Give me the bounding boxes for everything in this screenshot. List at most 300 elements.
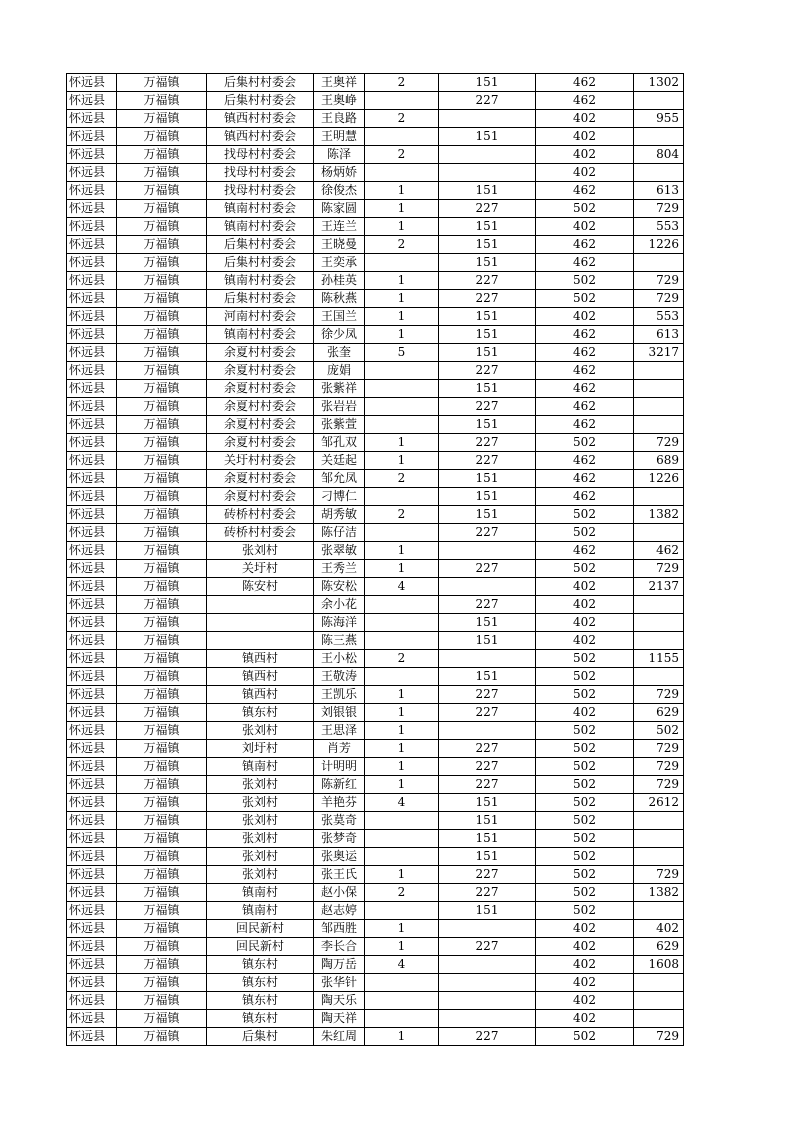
amount-b-cell: 502 bbox=[536, 434, 634, 452]
county-cell: 怀远县 bbox=[67, 1028, 117, 1046]
county-cell: 怀远县 bbox=[67, 290, 117, 308]
total-cell: 553 bbox=[634, 308, 684, 326]
town-cell: 万福镇 bbox=[117, 344, 207, 362]
name-cell: 陈家圆 bbox=[314, 200, 365, 218]
village-cell: 镇南村 bbox=[207, 902, 314, 920]
amount-b-cell: 402 bbox=[536, 938, 634, 956]
amount-b-cell: 502 bbox=[536, 758, 634, 776]
total-cell: 729 bbox=[634, 758, 684, 776]
table-row bbox=[67, 650, 684, 668]
amount-b-cell: 502 bbox=[536, 524, 634, 542]
count-cell: 1 bbox=[365, 776, 439, 794]
name-cell: 余小花 bbox=[314, 596, 365, 614]
count-cell: 1 bbox=[365, 308, 439, 326]
total-cell: 1302 bbox=[634, 74, 684, 92]
amount-a-cell: 151 bbox=[439, 380, 536, 398]
amount-b-cell: 402 bbox=[536, 704, 634, 722]
count-cell bbox=[365, 596, 439, 614]
village-cell: 张刘村 bbox=[207, 848, 314, 866]
total-cell: 2612 bbox=[634, 794, 684, 812]
town-cell: 万福镇 bbox=[117, 506, 207, 524]
name-cell: 张岩岩 bbox=[314, 398, 365, 416]
county-cell: 怀远县 bbox=[67, 632, 117, 650]
count-cell: 1 bbox=[365, 182, 439, 200]
town-cell: 万福镇 bbox=[117, 866, 207, 884]
total-cell: 3217 bbox=[634, 344, 684, 362]
amount-b-cell: 462 bbox=[536, 326, 634, 344]
name-cell: 张翠敏 bbox=[314, 542, 365, 560]
table-row bbox=[67, 326, 684, 344]
table-row bbox=[67, 992, 684, 1010]
county-cell: 怀远县 bbox=[67, 974, 117, 992]
town-cell: 万福镇 bbox=[117, 812, 207, 830]
table-row bbox=[67, 668, 684, 686]
county-cell: 怀远县 bbox=[67, 740, 117, 758]
table-row bbox=[67, 416, 684, 434]
village-cell: 镇西村 bbox=[207, 668, 314, 686]
village-cell: 镇东村 bbox=[207, 1010, 314, 1028]
table-row bbox=[67, 866, 684, 884]
name-cell: 羊艳芬 bbox=[314, 794, 365, 812]
table-row bbox=[67, 92, 684, 110]
village-cell: 镇东村 bbox=[207, 974, 314, 992]
town-cell: 万福镇 bbox=[117, 704, 207, 722]
county-cell: 怀远县 bbox=[67, 416, 117, 434]
amount-b-cell: 502 bbox=[536, 812, 634, 830]
name-cell: 陈三燕 bbox=[314, 632, 365, 650]
table-row bbox=[67, 524, 684, 542]
total-cell: 1226 bbox=[634, 236, 684, 254]
village-cell: 张刘村 bbox=[207, 776, 314, 794]
count-cell: 1 bbox=[365, 434, 439, 452]
name-cell: 王小松 bbox=[314, 650, 365, 668]
county-cell: 怀远县 bbox=[67, 884, 117, 902]
town-cell: 万福镇 bbox=[117, 380, 207, 398]
county-cell: 怀远县 bbox=[67, 956, 117, 974]
amount-b-cell: 502 bbox=[536, 668, 634, 686]
amount-b-cell: 502 bbox=[536, 1028, 634, 1046]
total-cell: 729 bbox=[634, 740, 684, 758]
amount-b-cell: 502 bbox=[536, 830, 634, 848]
amount-a-cell bbox=[439, 974, 536, 992]
count-cell bbox=[365, 362, 439, 380]
amount-a-cell: 151 bbox=[439, 182, 536, 200]
name-cell: 陈秋燕 bbox=[314, 290, 365, 308]
total-cell: 729 bbox=[634, 776, 684, 794]
county-cell: 怀远县 bbox=[67, 650, 117, 668]
town-cell: 万福镇 bbox=[117, 974, 207, 992]
amount-a-cell: 227 bbox=[439, 434, 536, 452]
name-cell: 王晓曼 bbox=[314, 236, 365, 254]
total-cell bbox=[634, 812, 684, 830]
village-cell bbox=[207, 632, 314, 650]
table-row bbox=[67, 776, 684, 794]
village-cell: 回民新村 bbox=[207, 920, 314, 938]
amount-a-cell: 151 bbox=[439, 830, 536, 848]
amount-b-cell: 462 bbox=[536, 416, 634, 434]
table-row bbox=[67, 290, 684, 308]
town-cell: 万福镇 bbox=[117, 272, 207, 290]
county-cell: 怀远县 bbox=[67, 218, 117, 236]
amount-a-cell: 151 bbox=[439, 236, 536, 254]
count-cell: 1 bbox=[365, 200, 439, 218]
county-cell: 怀远县 bbox=[67, 452, 117, 470]
total-cell: 729 bbox=[634, 200, 684, 218]
table-row bbox=[67, 506, 684, 524]
amount-a-cell: 151 bbox=[439, 632, 536, 650]
name-cell: 王凯乐 bbox=[314, 686, 365, 704]
amount-a-cell: 227 bbox=[439, 884, 536, 902]
village-cell: 余夏村村委会 bbox=[207, 344, 314, 362]
village-cell: 余夏村村委会 bbox=[207, 398, 314, 416]
village-cell bbox=[207, 596, 314, 614]
county-cell: 怀远县 bbox=[67, 812, 117, 830]
town-cell: 万福镇 bbox=[117, 902, 207, 920]
total-cell bbox=[634, 830, 684, 848]
total-cell: 729 bbox=[634, 560, 684, 578]
amount-a-cell: 227 bbox=[439, 92, 536, 110]
count-cell bbox=[365, 398, 439, 416]
town-cell: 万福镇 bbox=[117, 146, 207, 164]
town-cell: 万福镇 bbox=[117, 596, 207, 614]
total-cell: 2137 bbox=[634, 578, 684, 596]
county-cell: 怀远县 bbox=[67, 920, 117, 938]
count-cell bbox=[365, 524, 439, 542]
village-cell: 后集村村委会 bbox=[207, 236, 314, 254]
county-cell: 怀远县 bbox=[67, 74, 117, 92]
household-data-table bbox=[66, 73, 684, 1046]
town-cell: 万福镇 bbox=[117, 650, 207, 668]
county-cell: 怀远县 bbox=[67, 704, 117, 722]
table-row bbox=[67, 488, 684, 506]
county-cell: 怀远县 bbox=[67, 758, 117, 776]
table-row bbox=[67, 308, 684, 326]
county-cell: 怀远县 bbox=[67, 434, 117, 452]
village-cell: 张刘村 bbox=[207, 830, 314, 848]
total-cell bbox=[634, 902, 684, 920]
county-cell: 怀远县 bbox=[67, 578, 117, 596]
name-cell: 关廷起 bbox=[314, 452, 365, 470]
name-cell: 赵志婷 bbox=[314, 902, 365, 920]
name-cell: 陈泽 bbox=[314, 146, 365, 164]
total-cell bbox=[634, 848, 684, 866]
amount-b-cell: 462 bbox=[536, 344, 634, 362]
name-cell: 王敬涛 bbox=[314, 668, 365, 686]
total-cell: 1226 bbox=[634, 470, 684, 488]
village-cell: 后集村村委会 bbox=[207, 92, 314, 110]
amount-a-cell: 227 bbox=[439, 758, 536, 776]
village-cell: 镇南村 bbox=[207, 758, 314, 776]
town-cell: 万福镇 bbox=[117, 668, 207, 686]
total-cell: 402 bbox=[634, 920, 684, 938]
total-cell: 1382 bbox=[634, 884, 684, 902]
count-cell bbox=[365, 164, 439, 182]
village-cell: 张刘村 bbox=[207, 722, 314, 740]
town-cell: 万福镇 bbox=[117, 848, 207, 866]
total-cell bbox=[634, 164, 684, 182]
amount-a-cell: 227 bbox=[439, 398, 536, 416]
table-row bbox=[67, 236, 684, 254]
amount-b-cell: 462 bbox=[536, 542, 634, 560]
village-cell: 刘圩村 bbox=[207, 740, 314, 758]
amount-b-cell: 502 bbox=[536, 650, 634, 668]
amount-b-cell: 502 bbox=[536, 560, 634, 578]
amount-b-cell: 402 bbox=[536, 596, 634, 614]
village-cell: 砖桥村村委会 bbox=[207, 506, 314, 524]
amount-b-cell: 402 bbox=[536, 110, 634, 128]
town-cell: 万福镇 bbox=[117, 920, 207, 938]
name-cell: 张奎 bbox=[314, 344, 365, 362]
count-cell: 1 bbox=[365, 542, 439, 560]
count-cell: 1 bbox=[365, 704, 439, 722]
county-cell: 怀远县 bbox=[67, 596, 117, 614]
total-cell: 629 bbox=[634, 938, 684, 956]
table-row bbox=[67, 956, 684, 974]
village-cell: 张刘村 bbox=[207, 542, 314, 560]
count-cell bbox=[365, 92, 439, 110]
amount-b-cell: 462 bbox=[536, 398, 634, 416]
amount-b-cell: 402 bbox=[536, 974, 634, 992]
town-cell: 万福镇 bbox=[117, 200, 207, 218]
name-cell: 张华针 bbox=[314, 974, 365, 992]
amount-b-cell: 502 bbox=[536, 722, 634, 740]
town-cell: 万福镇 bbox=[117, 956, 207, 974]
town-cell: 万福镇 bbox=[117, 884, 207, 902]
village-cell: 镇南村村委会 bbox=[207, 218, 314, 236]
amount-b-cell: 502 bbox=[536, 866, 634, 884]
village-cell: 镇东村 bbox=[207, 956, 314, 974]
amount-b-cell: 462 bbox=[536, 74, 634, 92]
name-cell: 张紫萱 bbox=[314, 416, 365, 434]
amount-b-cell: 402 bbox=[536, 308, 634, 326]
table-row bbox=[67, 884, 684, 902]
county-cell: 怀远县 bbox=[67, 614, 117, 632]
count-cell bbox=[365, 830, 439, 848]
table-row bbox=[67, 542, 684, 560]
count-cell bbox=[365, 380, 439, 398]
town-cell: 万福镇 bbox=[117, 452, 207, 470]
amount-a-cell: 227 bbox=[439, 452, 536, 470]
town-cell: 万福镇 bbox=[117, 488, 207, 506]
amount-a-cell bbox=[439, 956, 536, 974]
table-row bbox=[67, 254, 684, 272]
name-cell: 邹西胜 bbox=[314, 920, 365, 938]
town-cell: 万福镇 bbox=[117, 362, 207, 380]
village-cell: 镇南村村委会 bbox=[207, 200, 314, 218]
amount-b-cell: 502 bbox=[536, 794, 634, 812]
amount-a-cell: 227 bbox=[439, 200, 536, 218]
name-cell: 张梦奇 bbox=[314, 830, 365, 848]
village-cell: 关圩村 bbox=[207, 560, 314, 578]
amount-b-cell: 502 bbox=[536, 272, 634, 290]
county-cell: 怀远县 bbox=[67, 200, 117, 218]
total-cell bbox=[634, 488, 684, 506]
name-cell: 王良路 bbox=[314, 110, 365, 128]
total-cell: 729 bbox=[634, 272, 684, 290]
amount-a-cell: 227 bbox=[439, 596, 536, 614]
village-cell: 砖桥村村委会 bbox=[207, 524, 314, 542]
name-cell: 陈仔洁 bbox=[314, 524, 365, 542]
county-cell: 怀远县 bbox=[67, 794, 117, 812]
county-cell: 怀远县 bbox=[67, 146, 117, 164]
town-cell: 万福镇 bbox=[117, 614, 207, 632]
count-cell bbox=[365, 128, 439, 146]
table-row bbox=[67, 848, 684, 866]
name-cell: 王奕承 bbox=[314, 254, 365, 272]
count-cell: 1 bbox=[365, 938, 439, 956]
count-cell: 1 bbox=[365, 686, 439, 704]
village-cell: 找母村村委会 bbox=[207, 164, 314, 182]
total-cell: 502 bbox=[634, 722, 684, 740]
town-cell: 万福镇 bbox=[117, 722, 207, 740]
total-cell bbox=[634, 380, 684, 398]
county-cell: 怀远县 bbox=[67, 380, 117, 398]
table-row bbox=[67, 146, 684, 164]
amount-b-cell: 462 bbox=[536, 380, 634, 398]
name-cell: 陶万岳 bbox=[314, 956, 365, 974]
county-cell: 怀远县 bbox=[67, 308, 117, 326]
amount-a-cell: 151 bbox=[439, 794, 536, 812]
town-cell: 万福镇 bbox=[117, 398, 207, 416]
village-cell: 后集村村委会 bbox=[207, 254, 314, 272]
amount-a-cell: 151 bbox=[439, 488, 536, 506]
village-cell: 余夏村村委会 bbox=[207, 416, 314, 434]
table-row bbox=[67, 398, 684, 416]
total-cell: 613 bbox=[634, 326, 684, 344]
total-cell: 804 bbox=[634, 146, 684, 164]
name-cell: 刘银银 bbox=[314, 704, 365, 722]
count-cell bbox=[365, 416, 439, 434]
amount-b-cell: 462 bbox=[536, 470, 634, 488]
village-cell: 找母村村委会 bbox=[207, 182, 314, 200]
count-cell: 1 bbox=[365, 722, 439, 740]
village-cell: 镇西村 bbox=[207, 686, 314, 704]
name-cell: 王思泽 bbox=[314, 722, 365, 740]
town-cell: 万福镇 bbox=[117, 128, 207, 146]
total-cell bbox=[634, 614, 684, 632]
table-row bbox=[67, 614, 684, 632]
amount-a-cell: 151 bbox=[439, 344, 536, 362]
amount-a-cell bbox=[439, 146, 536, 164]
town-cell: 万福镇 bbox=[117, 74, 207, 92]
name-cell: 陈新红 bbox=[314, 776, 365, 794]
name-cell: 杨炳娇 bbox=[314, 164, 365, 182]
total-cell bbox=[634, 416, 684, 434]
count-cell: 1 bbox=[365, 272, 439, 290]
amount-a-cell: 227 bbox=[439, 686, 536, 704]
amount-a-cell: 151 bbox=[439, 416, 536, 434]
town-cell: 万福镇 bbox=[117, 578, 207, 596]
total-cell bbox=[634, 362, 684, 380]
county-cell: 怀远县 bbox=[67, 128, 117, 146]
table-row bbox=[67, 74, 684, 92]
table-row bbox=[67, 272, 684, 290]
amount-a-cell bbox=[439, 650, 536, 668]
table-row bbox=[67, 128, 684, 146]
town-cell: 万福镇 bbox=[117, 794, 207, 812]
count-cell: 2 bbox=[365, 146, 439, 164]
total-cell bbox=[634, 596, 684, 614]
count-cell bbox=[365, 632, 439, 650]
amount-a-cell: 151 bbox=[439, 812, 536, 830]
total-cell bbox=[634, 668, 684, 686]
village-cell: 回民新村 bbox=[207, 938, 314, 956]
amount-a-cell bbox=[439, 164, 536, 182]
village-cell: 后集村村委会 bbox=[207, 74, 314, 92]
count-cell: 1 bbox=[365, 1028, 439, 1046]
total-cell: 1155 bbox=[634, 650, 684, 668]
name-cell: 邹孔双 bbox=[314, 434, 365, 452]
name-cell: 陶天乐 bbox=[314, 992, 365, 1010]
town-cell: 万福镇 bbox=[117, 830, 207, 848]
amount-b-cell: 462 bbox=[536, 452, 634, 470]
total-cell bbox=[634, 632, 684, 650]
name-cell: 徐俊杰 bbox=[314, 182, 365, 200]
amount-a-cell: 151 bbox=[439, 308, 536, 326]
town-cell: 万福镇 bbox=[117, 1010, 207, 1028]
county-cell: 怀远县 bbox=[67, 92, 117, 110]
town-cell: 万福镇 bbox=[117, 308, 207, 326]
total-cell bbox=[634, 92, 684, 110]
total-cell: 553 bbox=[634, 218, 684, 236]
table-row bbox=[67, 164, 684, 182]
count-cell: 2 bbox=[365, 470, 439, 488]
table-row bbox=[67, 596, 684, 614]
amount-b-cell: 462 bbox=[536, 182, 634, 200]
count-cell: 1 bbox=[365, 326, 439, 344]
county-cell: 怀远县 bbox=[67, 524, 117, 542]
total-cell: 613 bbox=[634, 182, 684, 200]
town-cell: 万福镇 bbox=[117, 686, 207, 704]
table-row bbox=[67, 704, 684, 722]
town-cell: 万福镇 bbox=[117, 182, 207, 200]
table-row bbox=[67, 344, 684, 362]
town-cell: 万福镇 bbox=[117, 254, 207, 272]
count-cell: 4 bbox=[365, 578, 439, 596]
amount-b-cell: 462 bbox=[536, 488, 634, 506]
amount-b-cell: 502 bbox=[536, 902, 634, 920]
total-cell: 729 bbox=[634, 686, 684, 704]
total-cell: 1382 bbox=[634, 506, 684, 524]
amount-b-cell: 462 bbox=[536, 254, 634, 272]
town-cell: 万福镇 bbox=[117, 236, 207, 254]
amount-b-cell: 402 bbox=[536, 578, 634, 596]
name-cell: 庞娟 bbox=[314, 362, 365, 380]
count-cell: 1 bbox=[365, 290, 439, 308]
town-cell: 万福镇 bbox=[117, 92, 207, 110]
amount-b-cell: 462 bbox=[536, 236, 634, 254]
town-cell: 万福镇 bbox=[117, 416, 207, 434]
name-cell: 王明慧 bbox=[314, 128, 365, 146]
table-row bbox=[67, 182, 684, 200]
name-cell: 张王氏 bbox=[314, 866, 365, 884]
amount-a-cell: 151 bbox=[439, 902, 536, 920]
amount-b-cell: 402 bbox=[536, 632, 634, 650]
amount-a-cell bbox=[439, 920, 536, 938]
amount-b-cell: 402 bbox=[536, 1010, 634, 1028]
total-cell: 462 bbox=[634, 542, 684, 560]
amount-a-cell: 227 bbox=[439, 776, 536, 794]
amount-b-cell: 402 bbox=[536, 920, 634, 938]
count-cell: 5 bbox=[365, 344, 439, 362]
count-cell: 4 bbox=[365, 794, 439, 812]
county-cell: 怀远县 bbox=[67, 470, 117, 488]
amount-a-cell: 227 bbox=[439, 362, 536, 380]
amount-b-cell: 402 bbox=[536, 146, 634, 164]
name-cell: 孙桂英 bbox=[314, 272, 365, 290]
village-cell: 镇南村村委会 bbox=[207, 326, 314, 344]
county-cell: 怀远县 bbox=[67, 542, 117, 560]
